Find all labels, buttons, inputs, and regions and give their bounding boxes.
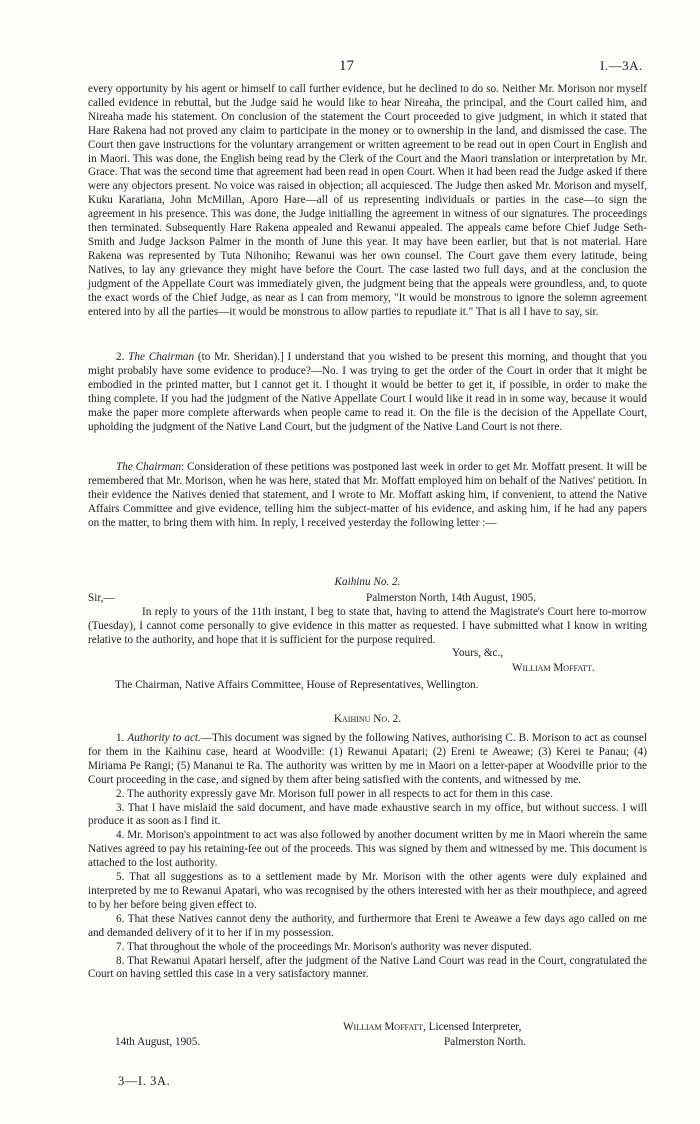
statement-item-3: 3. That I have mislaid the said document, and have made exhaustive search in my office, but without success. I will produce it as soon as I find it. bbox=[88, 801, 647, 828]
statement-item-6: 6. That these Natives cannot deny the authority, and furthermore that Ereni te Aweawe a few days ago called on me and demanded delivery of it to her if in my possession. bbox=[88, 912, 647, 939]
body-paragraph-2 bbox=[88, 351, 647, 434]
letter-addressee: The Chairman, Native Affairs Committee, House of Representatives, Wellington. bbox=[115, 679, 479, 691]
question-number: 2. bbox=[116, 351, 125, 363]
signature-title: Licensed Interpreter, bbox=[428, 1021, 522, 1033]
page-number: 17 bbox=[339, 58, 354, 74]
statement-signature bbox=[343, 1021, 521, 1033]
paragraph-text: (to Mr. Sheridan).] I understand that you wished to be present this morning, and thought that you might probably have some evidence to produce?—No. I was trying to get the order of the Court in order that it might be embodied in the printed matter, but I cannot get it. I thought it would be better to get it, if possible, in order to make the thing complete. If you had the judgment of the Native Appellate Court I would like it read in in some way, because it would make the paper more complete afterwards when people came to read it. On the file is the decision of the Appellate Court, upholding the judgment of the Native Land Court, but the judgment of the Native Land Court is not there. bbox=[88, 351, 647, 433]
letter-signature: William Moffatt. bbox=[512, 662, 595, 674]
item-text: —This document was signed by the following Natives, authorising C. B. Morison to act as counsel for them in the Kaihinu case, heard at Woodville: (1) Rewanui Apatari; (2) Ereni te Aweawe; (3) Kerei te Panau; (4) Miriama Pe Rangi; (5) Mananui te Ra. The authority was written by me in Maori on a letter-paper at Woodville prior to the Court proceeding in the case, and signed by them after being satisfied with the contents, and witnessed by me. bbox=[88, 732, 648, 786]
item-number: 1. bbox=[116, 732, 125, 744]
paragraph-text: every opportunity by his agent or himself to call further evidence, but he declined to do so. Neither Mr. Morison nor myself called evidence in rebuttal, but the Judge said he would like to hear Nireaha, the principal, and the Court called him, and Nireaha made his statement. On conclusion of the statement the Court proceeded to give judgment, in which it stated that Hare Rakena had not proved any claim to participate in the money or to ownership in the land, and dismissed the case. The Court then gave instructions for the voluntary arrangement or written agreement to be read out in open Court in English and in Maori. This was done, the English being read by the Clerk of the Court and the Maori translation or interpretation by Mr. Grace. That was the second time that agreement had been read in open Court. When it had been read the Judge asked if there were any objectors present. No voice was raised in objection; all acquiesced. The Judge then asked Mr. Morison and myself, Kuku Karatiana, John McMillan, Aporo Hare—all of us representing individuals or parties in the case—to sign the agreement in his presence. This was done, the Judge initialling the agreement in witness of our signatures. The proceedings then terminated. Subsequently Hare Rakena appealed and Rewanui appealed. The appeals came before Chief Judge Seth-Smith and Judge Jackson Palmer in the month of June this year. It may have been earlier, but that is not material. Hare Rakena was represented by Tuta Nihoniho; Rewanui was her own counsel. The Court gave them every latitude, being Natives, to lay any grievance they might have before the Court. The case lasted two full days, and at the conclusion the judgment of the Appellate Court was immediately given, the judgment being that the appeals were groundless, and, to quote the exact words of the Chief Judge, as near as I can from memory, "It would be monstrous to ignore the solemn agreement entered into by all the parties—it would be monstrous to allow parties to repudiate it." That is all I have to say, sir. bbox=[88, 83, 647, 318]
letter-salutation: Sir,— bbox=[88, 592, 115, 604]
statement-item-1 bbox=[88, 732, 647, 788]
signature-place: Palmerston North. bbox=[444, 1036, 527, 1048]
item-label: Authority to act. bbox=[127, 732, 201, 744]
body-paragraph-1 bbox=[88, 83, 647, 319]
footer-mark: 3—I. 3A. bbox=[118, 1074, 171, 1088]
body-paragraph-3 bbox=[88, 461, 647, 531]
document-reference: I.—3A. bbox=[600, 58, 643, 73]
letter-body bbox=[88, 606, 647, 648]
statement-item-2: 2. The authority expressly gave Mr. Morison full power in all respects to act for them in this case. bbox=[116, 787, 553, 800]
statement-item-5: 5. That all suggestions as to a settlement made by Mr. Morison with the other agents were duly explained and interpreted by me to Rewanui Apatari, who was recognised by the others interested with her as their mouthpiece, and agreed to by her before being given effect to. bbox=[88, 871, 647, 911]
letter-text: In reply to yours of the 11th instant, I beg to state that, having to attend the Magistrate's Court here to-morrow (Tuesday), I cannot come personally to give evidence in this matter as requested. I have submitted what I know in writing relative to the authority, and hope that it is sufficient for the purpose required. bbox=[88, 606, 647, 646]
statement-item-7: 7. That throughout the whole of the proceedings Mr. Morison's authority was never disputed. bbox=[116, 940, 532, 953]
signature-name: William Moffatt, bbox=[343, 1021, 426, 1033]
letter-place-date: Palmerston North, 14th August, 1905. bbox=[366, 592, 536, 604]
speaker-name: The Chairman bbox=[116, 461, 182, 473]
speaker-name: The Chairman bbox=[128, 351, 195, 363]
statement-body bbox=[88, 732, 647, 982]
statement-item-8: 8. That Rewanui Apatari herself, after the judgment of the Native Land Court was read in the Court, congratulated the Court on having settled this case in a very satisfactory manner. bbox=[88, 954, 647, 981]
letter-closing: Yours, &c., bbox=[452, 647, 504, 659]
statement-item-4: 4. Mr. Morison's appointment to act was also followed by another document written by me in Maori wherein the same Natives agreed to pay his retaining-fee out of the proceeds. This was signed by them and witnessed by me. This document is attached to the lost authority. bbox=[88, 829, 647, 870]
letter-heading: Kaihinu No. 2. bbox=[334, 576, 401, 588]
paragraph-text: : Consideration of these petitions was postponed last week in order to get Mr. Moffatt present. It will be remembered that Mr. Morison, when he was here, stated that Mr. Moffatt employed him on behalf of the Natives' petition. In their evidence the Natives denied that statement, and I wrote to Mr. Moffatt asking him, if convenient, to attend the Native Affairs Committee and give evidence, telling him the subject-matter of his evidence, and asking him, if he had any papers on the matter, to bring them with him. In reply, I received yesterday the following letter :— bbox=[88, 461, 647, 529]
statement-heading: Kaihinu No. 2. bbox=[333, 713, 402, 725]
statement-date: 14th August, 1905. bbox=[115, 1036, 201, 1048]
